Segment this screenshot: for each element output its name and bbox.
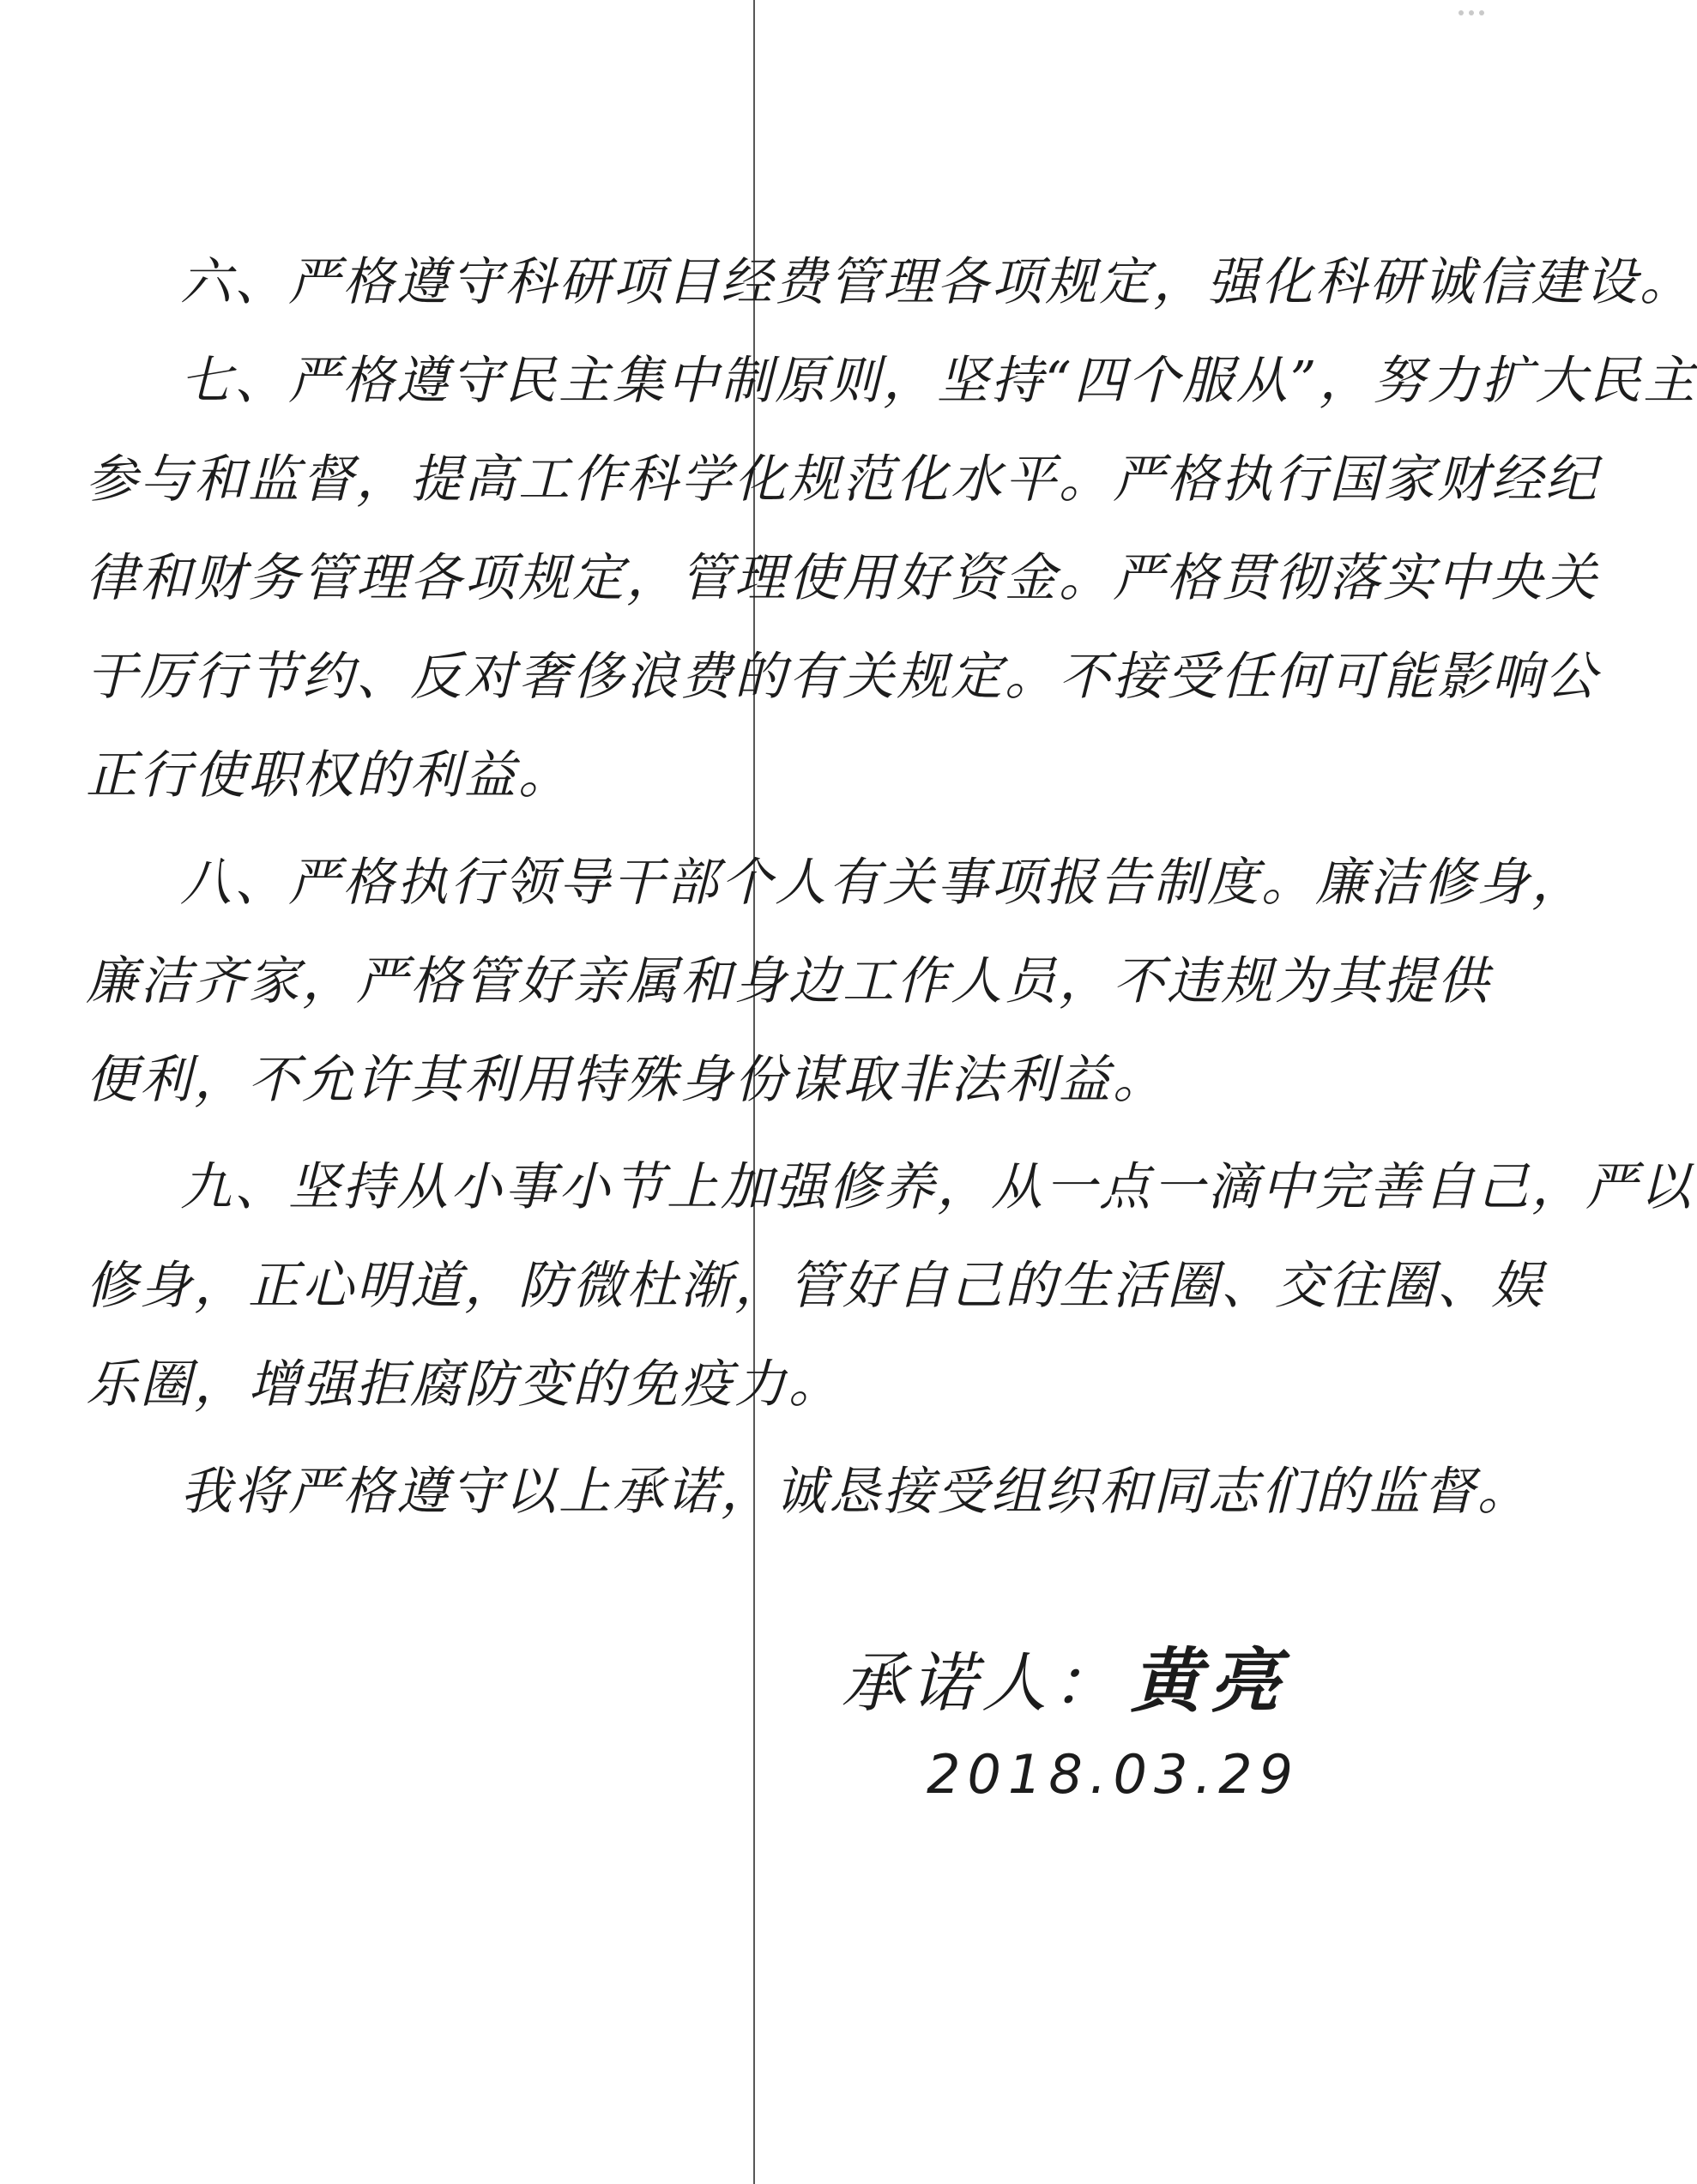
text-line-11: 修身，正心明道，防微杜渐，管好自己的生活圈、交往圈、娱 [86, 1256, 1545, 1316]
text-line-13: 我将严格遵守以上承诺，诚恳接受组织和同志们的监督。 [180, 1462, 1531, 1522]
text-line-5: 于厉行节约、反对奢侈浪费的有关规定。不接受任何可能影响公 [86, 647, 1599, 707]
text-line-2: 七、严格遵守民主集中制原则，坚持“四个服从”，努力扩大民主 [180, 351, 1697, 411]
text-line-9: 便利，不允许其利用特殊身份谋取非法利益。 [86, 1050, 1167, 1110]
signature-label: 承诺人： [841, 1644, 1122, 1721]
commitment-body [86, 233, 1697, 1541]
signature-row [841, 1626, 1441, 1726]
text-line-3: 参与和监督，提高工作科学化规范化水平。严格执行国家财经纪 [86, 449, 1599, 510]
text-line-6: 正行使职权的利益。 [86, 745, 572, 805]
text-line-10: 九、坚持从小事小节上加强修养，从一点一滴中完善自己，严以 [180, 1157, 1694, 1217]
text-line-7: 八、严格执行领导干部个人有关事项报告制度。廉洁修身， [180, 853, 1585, 913]
text-line-8: 廉洁齐家，严格管好亲属和身边工作人员，不违规为其提供 [86, 951, 1491, 1011]
text-line-4: 律和财务管理各项规定，管理使用好资金。严格贯彻落实中央关 [86, 548, 1599, 608]
signature-block [841, 1626, 1441, 1806]
text-line-1: 六、严格遵守科研项目经费管理各项规定，强化科研诚信建设。 [180, 252, 1694, 312]
scanner-corner-mark [1458, 9, 1493, 17]
signature-date: 2018.03.29 [927, 1743, 1300, 1806]
signature-name: 黄亮 [1131, 1640, 1289, 1722]
text-line-12: 乐圈，增强拒腐防变的免疫力。 [86, 1354, 842, 1415]
